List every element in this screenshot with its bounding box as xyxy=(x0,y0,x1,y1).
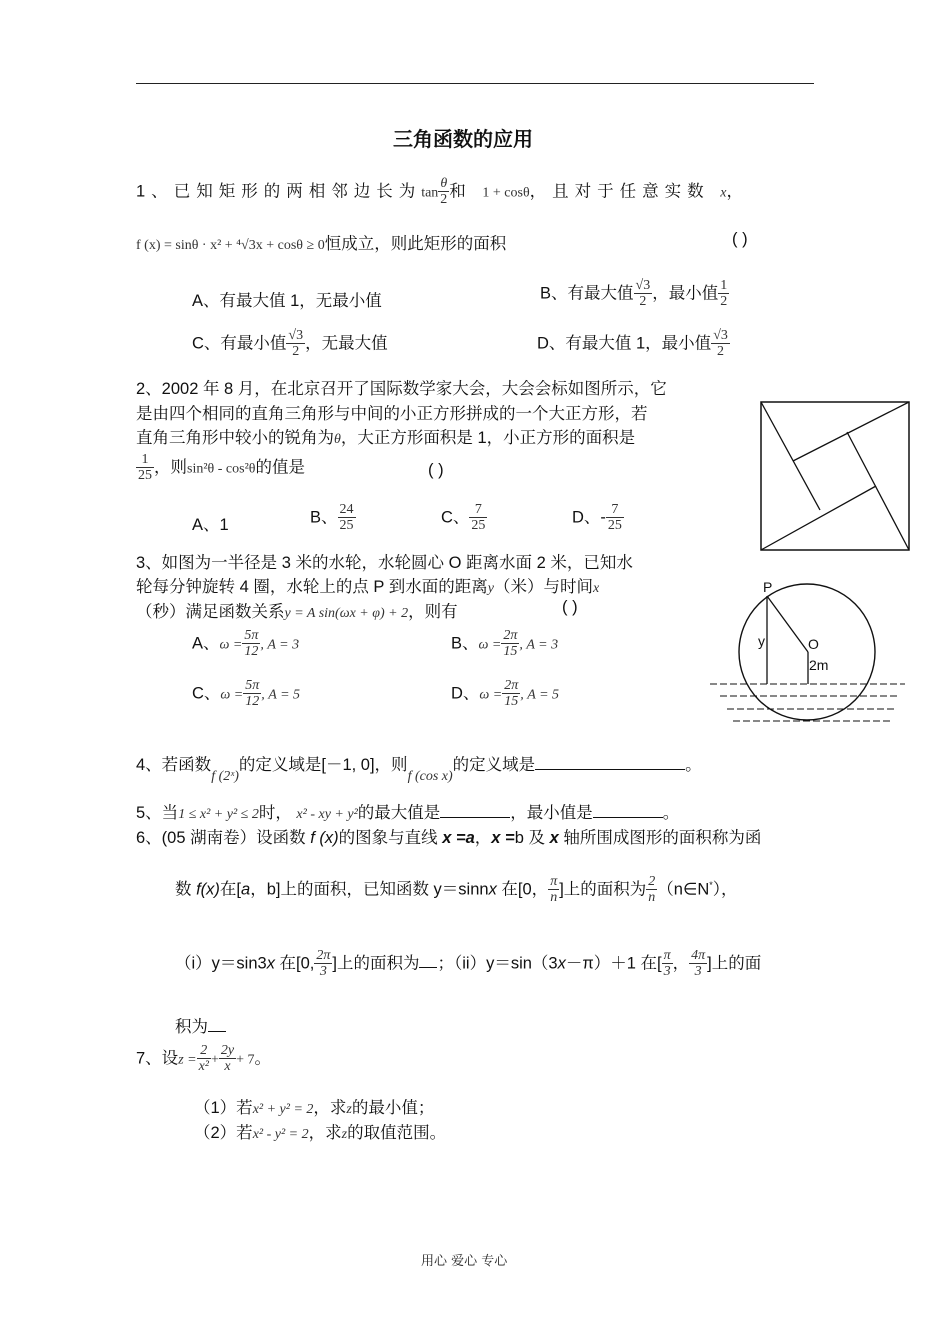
page-footer: 用心 爱心 专心 xyxy=(421,1254,508,1269)
q4-answer-blank[interactable] xyxy=(535,755,685,770)
q3-line1: 3、如图为一半径是 3 米的水轮，水轮圆心 O 距离水面 2 米，已知水 xyxy=(136,554,633,572)
q1-answer-paren: ( ) xyxy=(732,230,748,248)
radius-line xyxy=(767,596,808,652)
q6-line1: 6、(05 湖南卷）设函数 f (x)的图象与直线 x =a，x =b 及 x 轴所围成图形的面积称为函 xyxy=(136,829,762,847)
q3-option-a: A、ω = $\frac{5\pi}{12}$ , A = 3 xyxy=(192,628,300,660)
q2-option-a: A、1 xyxy=(192,516,229,534)
q5-max-blank[interactable] xyxy=(440,803,510,818)
q3-line2: 轮每分钟旋转 4 圈，水轮上的点 P 到水面的距离y（米）与时间x xyxy=(136,578,600,596)
q1-option-a: A、有最大值 1，无最小值 xyxy=(192,292,382,310)
q7-line: 7、设z = $\frac{2}{\text{x²}}$ + $\frac{2y}{x}$ + 7。 xyxy=(136,1043,272,1075)
q5-line: 5、当1 ≤ x² + y² ≤ 2时， x² - xy + y²的最大值是 ，最小值是 。 xyxy=(136,804,680,822)
q5-min-blank[interactable] xyxy=(593,803,663,818)
q1-line2: f (x) = sinθ · x² + ⁴√3x + cosθ ≥ 0恒成立，则此矩形的面积 xyxy=(136,235,507,253)
triangle-edge-1 xyxy=(761,402,820,510)
q2-line3: 直角三角形中较小的锐角为θ，大正方形面积是 1，小正方形的面积是 xyxy=(136,429,636,447)
label-o: O xyxy=(808,636,819,652)
q2-line2: 是由四个相同的直角三角形与中间的小正方形拼成的一个大正方形，若 xyxy=(136,405,648,423)
label-y: y xyxy=(758,633,765,649)
q6-line2: 数 f(x)在[a，b]上的面积，已知函数 y＝sinnx 在[0， $\frac{\pi}{n}$ ]上的面积为 $\frac{2}{n}$ （n∈N*）， xyxy=(175,874,738,906)
header-rule xyxy=(136,83,814,84)
label-2m: 2m xyxy=(809,657,829,673)
q3-option-b: B、ω = $\frac{2\pi}{15}$ , A = 3 xyxy=(451,628,559,660)
q1-line1: 1、已知矩形的两相邻边长为tan $\frac{\theta}{2}$ 和 1 + cosθ，且对于任意实数 x， xyxy=(136,176,749,208)
q6-line4: 积为 xyxy=(175,1013,226,1037)
q2-line4: $\frac{1}{25}$ ，则sin²θ - cos²θ的值是 xyxy=(138,452,305,484)
outer-square xyxy=(761,402,909,550)
q1-option-b: B、有最大值 $\frac{√3}{2}$ ，最小值 $\frac{1}{2}$ xyxy=(540,278,728,310)
page-title: 三角函数的应用 xyxy=(393,129,533,151)
triangle-edge-2 xyxy=(793,402,909,461)
q1-option-c: C、有最小值 $\frac{√3}{2}$ ，无最大值 xyxy=(192,328,388,360)
triangle-edge-4 xyxy=(761,486,876,550)
q6-answer-blank-2[interactable] xyxy=(208,1017,226,1032)
q7-sub1: （1）若x² + y² = 2，求z的最小值； xyxy=(194,1099,435,1117)
wheel-circle xyxy=(739,584,875,720)
q3-answer-paren: ( ) xyxy=(562,598,578,616)
q4-line: 4、若函数$_{f (2ˣ)}$的定义域是[－1, 0]，则$_{f (cos x)}$的定义域是 。 xyxy=(136,756,702,784)
q2-pinwheel-figure xyxy=(756,398,916,558)
q6-line3: （i）y＝sin3x 在[0, $\frac{2\pi}{3}$ ]上的面积为 ；（ii）y＝sin（3x－π）＋1 在[ $\frac{\pi}{3}$ ， $\frac{4\pi}{3}$ ]上的面 xyxy=(175,948,762,980)
q1-option-d: D、有最大值 1，最小值 $\frac{√3}{2}$ xyxy=(537,328,728,360)
q2-option-b: B、 $\frac{24}{25}$ xyxy=(310,502,354,534)
q3-water-wheel-figure xyxy=(705,576,910,731)
q2-line1: 2、2002 年 8 月，在北京召开了国际数学家大会，大会会标如图所示，它 xyxy=(136,380,667,398)
q3-option-c: C、ω = $\frac{5\pi}{12}$ , A = 5 xyxy=(192,678,301,710)
q2-option-c: C、 $\frac{7}{25}$ xyxy=(441,502,486,534)
q3-option-d: D、ω = $\frac{2\pi}{15}$ , A = 5 xyxy=(451,678,560,710)
q6-answer-blank-1[interactable] xyxy=(419,953,437,968)
q2-answer-paren: ( ) xyxy=(428,461,444,479)
label-p: P xyxy=(763,579,773,595)
q7-sub2: （2）若x² - y² = 2，求z的取值范围。 xyxy=(194,1124,447,1142)
q3-line3: （秒）满足函数关系y = A sin(ωx + φ) + 2，则有 xyxy=(136,603,458,621)
triangle-edge-3 xyxy=(847,432,909,550)
q2-option-d: D、- $\frac{7}{25}$ xyxy=(572,502,622,534)
